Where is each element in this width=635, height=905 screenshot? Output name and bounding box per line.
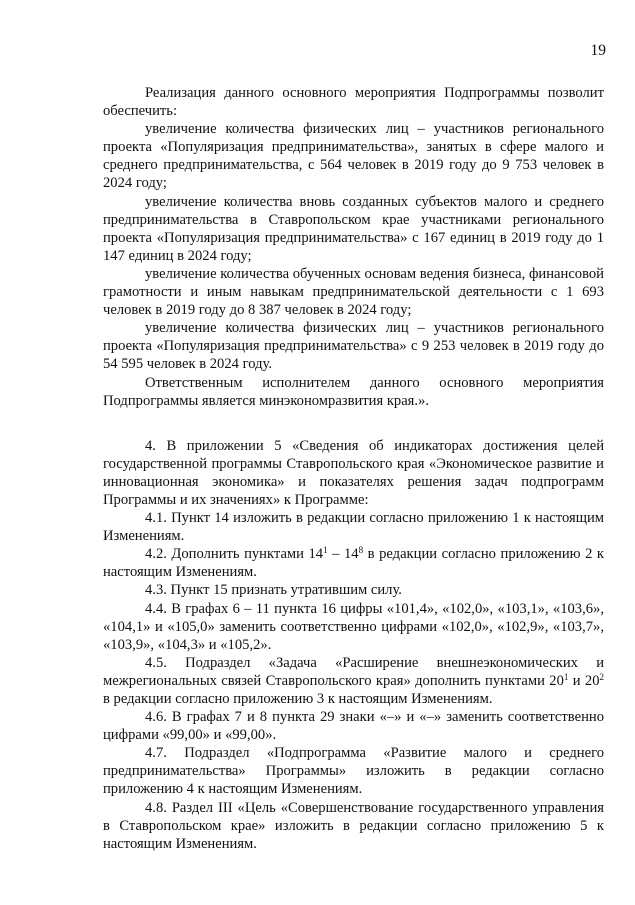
paragraph-4-2 [103, 545, 604, 581]
paragraph-item-3: увеличение количества обученных основам ведения бизнеса, финансовой грамотности и иным навыкам предпринимательской деятельности с 1 693 человек в 2019 году до 8 387 человек в 2024 году; [103, 265, 604, 319]
paragraph-responsible: Ответственным исполнителем данного основного мероприятия Подпрограммы является минэкономразвития края.». [103, 374, 604, 409]
page-number: 19 [590, 42, 606, 59]
paragraph-4-2-middle: – 14 [327, 546, 359, 563]
paragraph-4: 4. В приложении 5 «Сведения об индикаторах достижения целей государственной программы Ставропольского края «Экономическое развитие и инновационная экономика» и показателях решения задач подпрограмм Программы и их значениях» к Программе: [103, 437, 604, 508]
paragraph-4-3: 4.3. Пункт 15 признать утратившим силу. [145, 582, 402, 599]
paragraph-item-1: увеличение количества физических лиц – участников регионального проекта «Популяризация предпринимательства», занятых в сфере малого и среднего предпринимательства, с 564 человек в 2019 году до 9 753 человек в 2024 году; [103, 121, 604, 192]
paragraph-4-6: 4.6. В графах 7 и 8 пункта 29 знаки «–» и «–» заменить соответственно цифрами «99,00» и «99,00». [103, 709, 604, 744]
paragraph-item-4: увеличение количества физических лиц – участников регионального проекта «Популяризация предпринимательства» с 9 253 человек в 2019 году до 54 595 человек в 2024 году. [103, 320, 604, 373]
superscript-1: 1 [563, 671, 569, 682]
paragraph-intro: Реализация данного основного мероприятия Подпрограммы позволит обеспечить: [103, 85, 604, 120]
section-gap [103, 410, 604, 437]
paragraph-4-5-before: 4.5. Подраздел «Задача «Расширение внешнеэкономических и межрегиональных связей Ставропольского края» дополнить пунктами 20 [103, 654, 604, 689]
paragraph-4-7: 4.7. Подраздел «Подпрограмма «Развитие малого и среднего предпринимательства» Программы» изложить в редакции согласно приложению 4 к настоящим Изменениям. [103, 745, 604, 798]
paragraph-4-5 [103, 654, 604, 708]
superscript-8: 8 [358, 545, 364, 556]
paragraph-item-2: увеличение количества вновь созданных субъектов малого и среднего предпринимательства в Ставропольском крае участниками регионального проекта «Популяризация предпринимательства» с 167 единиц в 2019 году до 1 147 единиц в 2024 году; [103, 193, 604, 264]
superscript-1: 1 [323, 545, 328, 556]
paragraph-4-5-after: в редакции согласно приложению 3 к настоящим Изменениям. [103, 691, 493, 707]
paragraph-4-4: 4.4. В графах 6 – 11 пункта 16 цифры «101,4», «102,0», «103,1», «103,6», «104,1» и «105,0» заменить соответственно цифрами «102,0», «102,9», «103,7», «103,9», «104,3» и «105,2». [103, 600, 604, 653]
paragraph-4-1: 4.1. Пункт 14 изложить в редакции согласно приложению 1 к настоящим Изменениям. [103, 510, 604, 545]
superscript-2: 2 [599, 671, 605, 682]
paragraph-4-2-before: 4.2. Дополнить пунктами 14 [145, 546, 324, 563]
paragraph-4-5-middle: и 20 [568, 672, 600, 689]
paragraph-4-8: 4.8. Раздел III «Цель «Совершенствование государственного управления в Ставропольском крае» изложить в редакции согласно приложению 5 к настоящим Изменениям. [103, 799, 604, 852]
document-body [103, 84, 604, 853]
paragraph-4-2-after: в редакции согласно приложению 2 к настоящим Изменениям. [103, 546, 605, 581]
